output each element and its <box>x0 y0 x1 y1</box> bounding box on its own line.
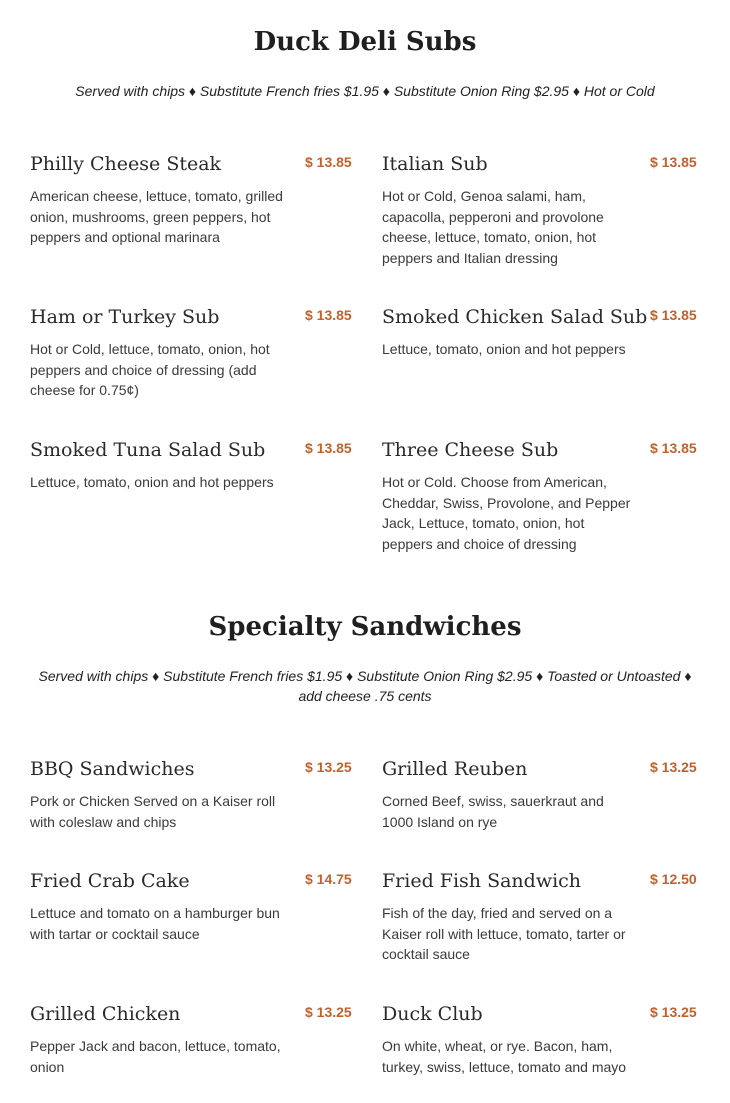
menu-item-description: Fish of the day, fried and served on a Kaiser roll with lettuce, tomato, tarter or cocktail sauce <box>382 905 626 962</box>
menu-item-description: Hot or Cold. Choose from American, Cheddar, Swiss, Provolone, and Pepper Jack, Lettuce, tomato, onion, hot peppers and choice of dressing <box>382 474 631 552</box>
menu-item-name: Grilled Reuben <box>382 758 528 780</box>
menu-item-description: Lettuce and tomato on a hamburger bun with tartar or cocktail sauce <box>30 905 280 942</box>
menu-item-name: Italian Sub <box>382 153 488 175</box>
menu-item-description: American cheese, lettuce, tomato, grilled onion, mushrooms, green peppers, hot peppers and optional marinara <box>30 188 283 245</box>
menu-item-name: Smoked Tuna Salad Sub <box>30 439 266 461</box>
menu-item-price: $ 13.85 <box>650 440 697 456</box>
menu-item-price: $ 13.85 <box>650 154 697 170</box>
menu-item-description: Corned Beef, swiss, sauerkraut and 1000 Island on rye <box>382 793 604 830</box>
menu-item-price: $ 13.85 <box>305 307 352 323</box>
section-title-specialty-sandwiches: Specialty Sandwiches <box>208 612 522 642</box>
menu-item-name: Duck Club <box>382 1003 483 1025</box>
menu-item-price: $ 13.85 <box>305 154 352 170</box>
menu-item-description: Lettuce, tomato, onion and hot peppers <box>382 341 626 357</box>
menu-item-description: Pork or Chicken Served on a Kaiser roll with coleslaw and chips <box>30 793 276 830</box>
menu-item-name: Grilled Chicken <box>30 1003 181 1025</box>
section-subtitle-deli-subs: Served with chips ♦ Substitute French fries $1.95 ♦ Substitute Onion Ring $2.95 ♦ Hot or Cold <box>75 83 655 99</box>
menu-item-description: On white, wheat, or rye. Bacon, ham, turkey, swiss, lettuce, tomato and mayo <box>382 1038 627 1075</box>
menu-item-name: Fried Crab Cake <box>30 870 190 892</box>
menu-item-name: Smoked Chicken Salad Sub <box>382 306 648 328</box>
menu-item-price: $ 13.25 <box>305 1004 352 1020</box>
menu-item-name: BBQ Sandwiches <box>30 758 195 780</box>
menu-item-name: Fried Fish Sandwich <box>382 870 582 892</box>
menu-item-price: $ 13.25 <box>650 759 697 775</box>
menu-item-price: $ 13.25 <box>305 759 352 775</box>
section-title-deli-subs: Duck Deli Subs <box>253 27 477 57</box>
menu-item-name: Three Cheese Sub <box>382 439 559 461</box>
menu-item-description: Pepper Jack and bacon, lettuce, tomato, onion <box>30 1038 281 1075</box>
menu-item-price: $ 14.75 <box>305 871 352 887</box>
menu-item-description: Lettuce, tomato, onion and hot peppers <box>30 474 274 490</box>
menu-item-price: $ 13.85 <box>650 307 697 323</box>
menu-item-price: $ 13.85 <box>305 440 352 456</box>
section-subtitle-specialty-sandwiches: Served with chips ♦ Substitute French fries $1.95 ♦ Substitute Onion Ring $2.95 ♦ Toasted or Untoasted ♦ add cheese .75 cents <box>38 668 692 704</box>
menu-item-price: $ 13.25 <box>650 1004 697 1020</box>
menu-item-price: $ 12.50 <box>650 871 697 887</box>
menu-item-name: Ham or Turkey Sub <box>30 306 220 328</box>
menu-item-description: Hot or Cold, Genoa salami, ham, capacolla, pepperoni and provolone cheese, lettuce, tomato, onion, hot peppers and Italian dressing <box>382 188 604 266</box>
menu-item-name: Philly Cheese Steak <box>30 153 222 175</box>
menu-item-description: Hot or Cold, lettuce, tomato, onion, hot peppers and choice of dressing (add cheese for 0.75¢) <box>30 341 270 398</box>
